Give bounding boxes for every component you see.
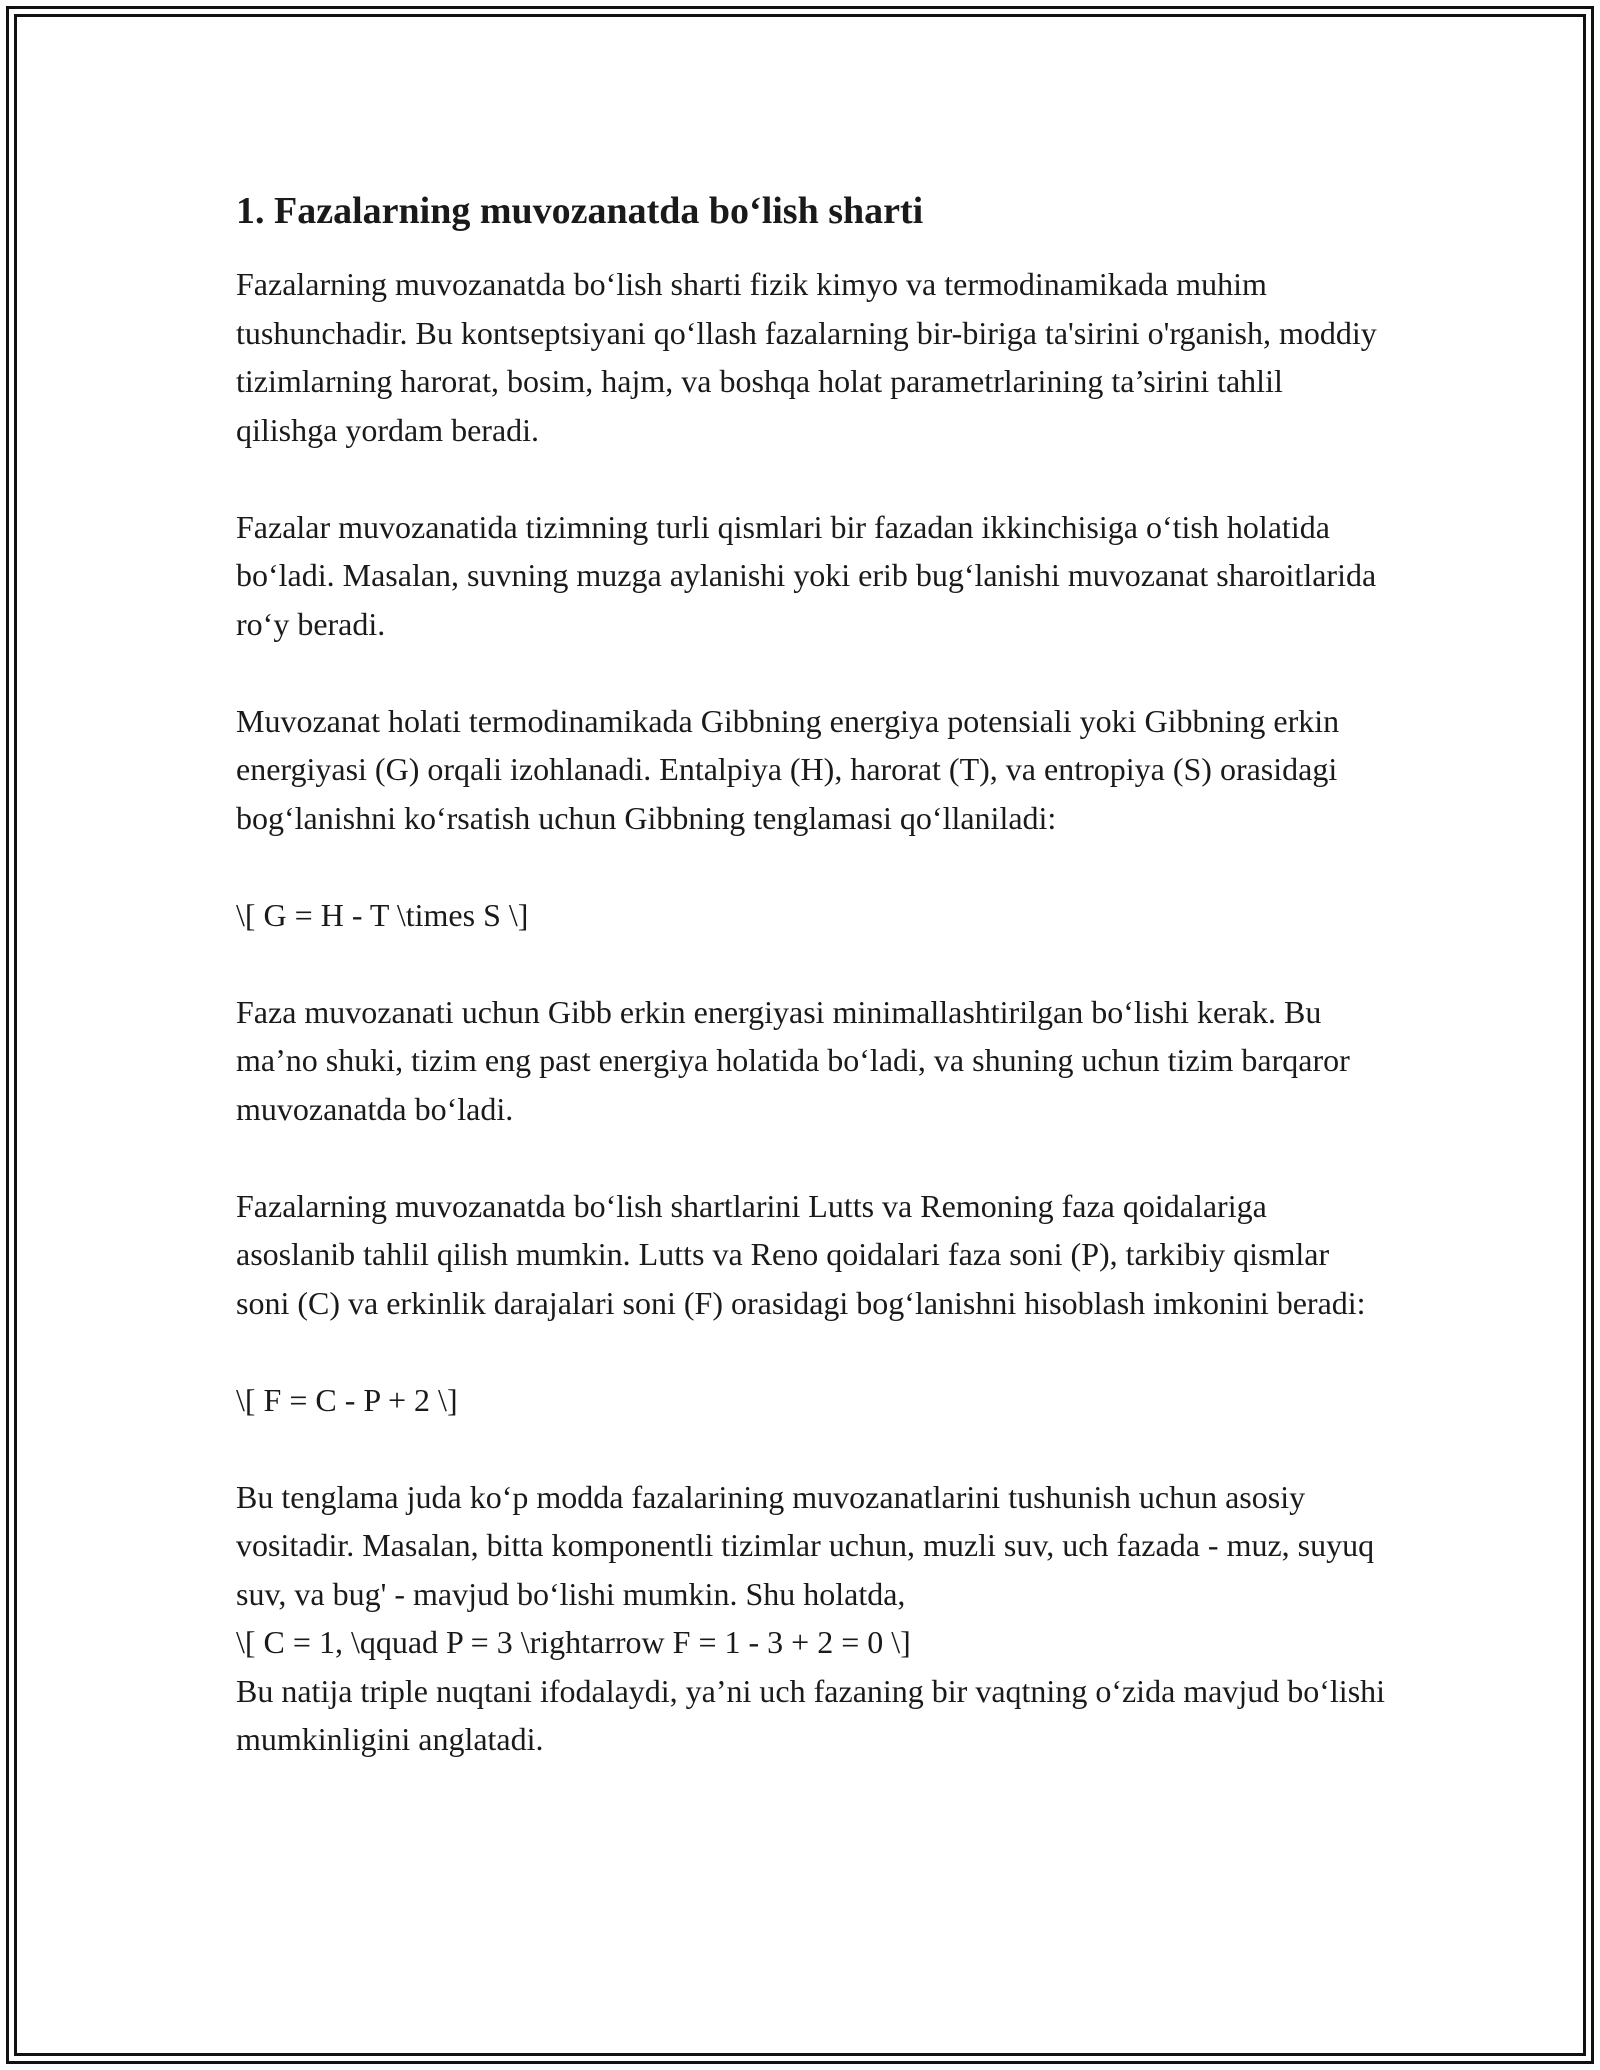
document-body [236,186,1386,1764]
paragraph-phase-rule: Fazalarning muvozanatda bo‘lish shartlarini Lutts va Remoning faza qoidalariga asoslanib tahlil qilish mumkin. Lutts va Reno qoidalari faza soni (P), tarkibiy qismlar soni (C) va erkinlik darajalari soni (F) orasidagi bog‘lanishni hisoblash imkonini beradi: [236,1187,1366,1321]
triple-point-text-1: Bu tenglama juda ko‘p modda fazalarining muvozanatlarini tushunish uchun asosiy vositadir. Masalan, bitta komponentli tizimlar uchun, muzli suv, uch fazada - muz, suyuq suv, va bug' - mavjud bo‘lishi mumkin. Shu holatda, [236,1478,1375,1612]
paragraph-intro: Fazalarning muvozanatda bo‘lish sharti fizik kimyo va termodinamikada muhim tushunchadir. Bu kontseptsiyani qo‘llash fazalarning bir-biriga ta'sirini o'rganish, moddiy tizimlarning harorat, bosim, hajm, va boshqa holat parametrlarining ta’sirini tahlil qilishga yordam beradi. [236,266,1377,448]
paragraph-phase-transition: Fazalar muvozanatida tizimning turli qismlari bir fazadan ikkinchisiga o‘tish holatida bo‘ladi. Masalan, suvning muzga aylanishi yoki erib bug‘lanishi muvozanat sharoitlarida ro‘y beradi. [236,508,1377,642]
equation-gibbs: \[ G = H - T \times S \] [236,896,529,933]
paragraph-triple-point [236,1473,1386,1764]
triple-point-text-2: Bu natija triple nuqtani ifodalaydi, ya’ni uch fazaning bir vaqtning o‘zida mavjud bo‘lishi mumkinligini anglatadi. [236,1672,1386,1757]
equation-phase-rule: \[ F = C - P + 2 \] [236,1381,458,1418]
paragraph-minimization: Faza muvozanati uchun Gibb erkin energiyasi minimallashtirilgan bo‘lishi kerak. Bu ma’no shuki, tizim eng past energiya holatida bo‘ladi, va shuning uchun tizim barqaror muvozanatda bo‘ladi. [236,993,1350,1127]
paragraph-gibbs: Muvozanat holati termodinamikada Gibbning energiya potensiali yoki Gibbning erkin energiyasi (G) orqali izohlanadi. Entalpiya (H), harorat (T), va entropiya (S) orasidagi bog‘lanishni ko‘rsatish uchun Gibbning tenglamasi qo‘llaniladi: [236,702,1340,836]
section-heading: 1. Fazalarning muvozanatda bo‘lish sharti [236,190,924,232]
equation-triple-point: \[ C = 1, \qquad P = 3 \rightarrow F = 1 - 3 + 2 = 0 \] [236,1624,911,1660]
